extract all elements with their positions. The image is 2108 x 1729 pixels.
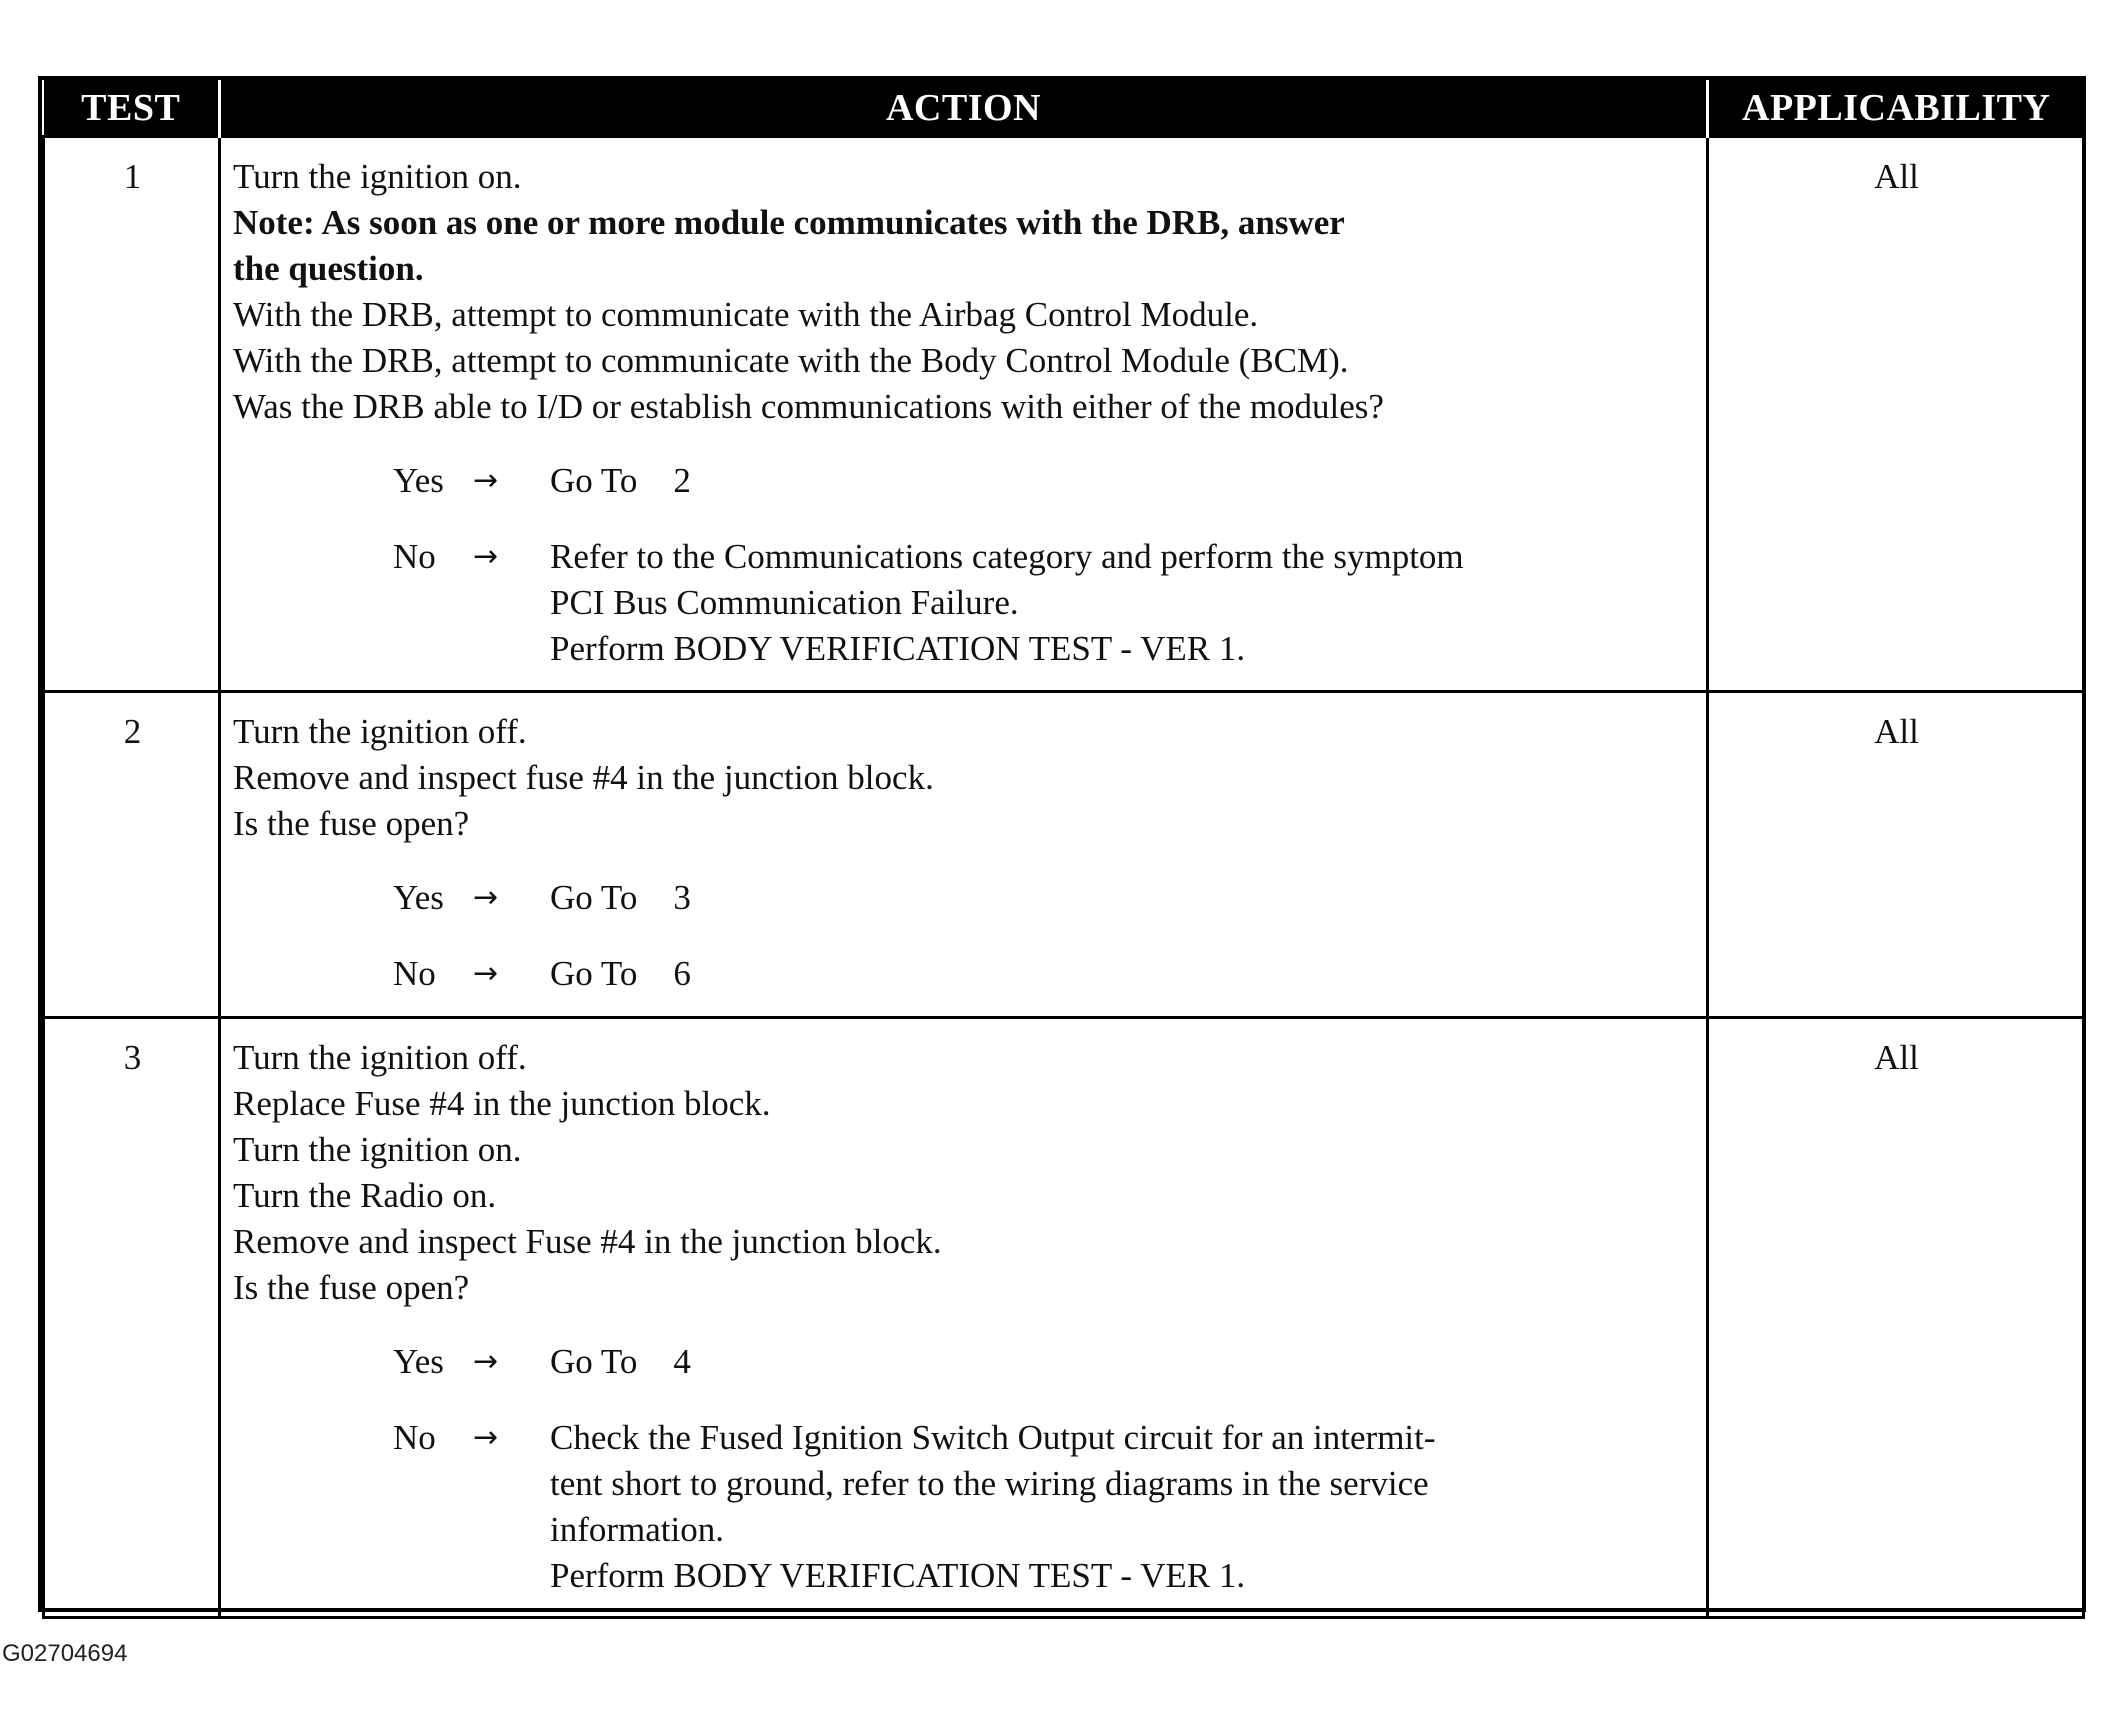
action-cell — [220, 1018, 1708, 1618]
action-cell — [220, 692, 1708, 1018]
outcomes — [393, 1339, 1696, 1599]
result-line: PCI Bus Communication Failure. — [550, 583, 1019, 622]
action-line: Remove and inspect Fuse #4 in the junction block. — [233, 1222, 942, 1261]
figure-code: G02704694 — [2, 1640, 128, 1667]
goto-number: 2 — [673, 461, 691, 500]
outcome-yes — [393, 458, 1696, 504]
table-row — [44, 1018, 2084, 1618]
result-line: tent short to ground, refer to the wiring diagrams in the service — [550, 1464, 1429, 1503]
outcome-label: No — [393, 1418, 436, 1457]
table-row — [44, 692, 2084, 1018]
outcomes — [393, 458, 1696, 672]
outcome-label: Yes — [393, 878, 444, 917]
applicability-cell: All — [1708, 137, 2084, 692]
result-line: Check the Fused Ignition Switch Output circuit for an intermit- — [550, 1418, 1436, 1457]
applicability-cell: All — [1708, 1018, 2084, 1618]
test-number: 3 — [44, 1018, 220, 1618]
action-line: Turn the ignition on. — [233, 1130, 522, 1169]
test-number: 1 — [44, 137, 220, 692]
outcome-yes — [393, 1339, 1696, 1385]
header-applicability: APPLICABILITY — [1708, 80, 2084, 137]
outcome-result — [550, 458, 1696, 504]
header-test: TEST — [44, 80, 220, 137]
outcome-result — [550, 1339, 1696, 1385]
action-line: With the DRB, attempt to communicate with the Body Control Module (BCM). — [233, 341, 1349, 380]
applicability-cell: All — [1708, 692, 2084, 1018]
outcome-label: Yes — [393, 461, 444, 500]
arrow-icon: → — [473, 880, 499, 915]
outcome-label: No — [393, 954, 436, 993]
goto-text: Go To — [550, 1342, 638, 1381]
action-line: Replace Fuse #4 in the junction block. — [233, 1084, 771, 1123]
arrow-icon: → — [473, 1344, 499, 1379]
action-question: Is the fuse open? — [233, 1268, 470, 1307]
result-line: information. — [550, 1510, 724, 1549]
action-note: Note: As soon as one or more module communicates with the DRB, answer — [233, 203, 1345, 242]
outcome-no — [393, 951, 1696, 997]
action-line: Turn the ignition on. — [233, 157, 522, 196]
result-line: Perform BODY VERIFICATION TEST - VER 1. — [550, 1556, 1246, 1595]
goto-number: 6 — [673, 954, 691, 993]
goto-text: Go To — [550, 878, 638, 917]
outcome-result — [550, 875, 1696, 921]
goto-number: 4 — [673, 1342, 691, 1381]
arrow-icon: → — [473, 539, 499, 574]
test-number: 2 — [44, 692, 220, 1018]
outcomes — [393, 875, 1696, 997]
diagnostic-test-table — [42, 80, 2085, 1619]
outcome-result — [550, 951, 1696, 997]
result-line: Perform BODY VERIFICATION TEST - VER 1. — [550, 629, 1246, 668]
arrow-icon: → — [473, 463, 499, 498]
outcome-label: No — [393, 537, 436, 576]
action-line: Turn the ignition off. — [233, 1038, 527, 1077]
action-question: Was the DRB able to I/D or establish communications with either of the modules? — [233, 387, 1384, 426]
goto-text: Go To — [550, 461, 638, 500]
header-action: ACTION — [220, 80, 1708, 137]
outcome-no — [393, 1415, 1696, 1599]
action-line: Remove and inspect fuse #4 in the junction block. — [233, 758, 934, 797]
arrow-icon: → — [473, 1420, 499, 1455]
outcome-label: Yes — [393, 1342, 444, 1381]
outcome-yes — [393, 875, 1696, 921]
goto-text: Go To — [550, 954, 638, 993]
outcome-no — [393, 534, 1696, 672]
arrow-icon: → — [473, 956, 499, 991]
diagnostic-table — [38, 76, 2086, 1612]
table-header-row — [44, 80, 2084, 137]
table-row — [44, 137, 2084, 692]
action-line: Turn the Radio on. — [233, 1176, 497, 1215]
outcome-result — [550, 534, 1696, 672]
action-line: With the DRB, attempt to communicate with the Airbag Control Module. — [233, 295, 1259, 334]
outcome-result — [550, 1415, 1696, 1599]
action-line: Turn the ignition off. — [233, 712, 527, 751]
action-question: Is the fuse open? — [233, 804, 470, 843]
action-note: the question. — [233, 249, 424, 288]
action-cell — [220, 137, 1708, 692]
goto-number: 3 — [673, 878, 691, 917]
result-line: Refer to the Communications category and perform the symptom — [550, 537, 1464, 576]
